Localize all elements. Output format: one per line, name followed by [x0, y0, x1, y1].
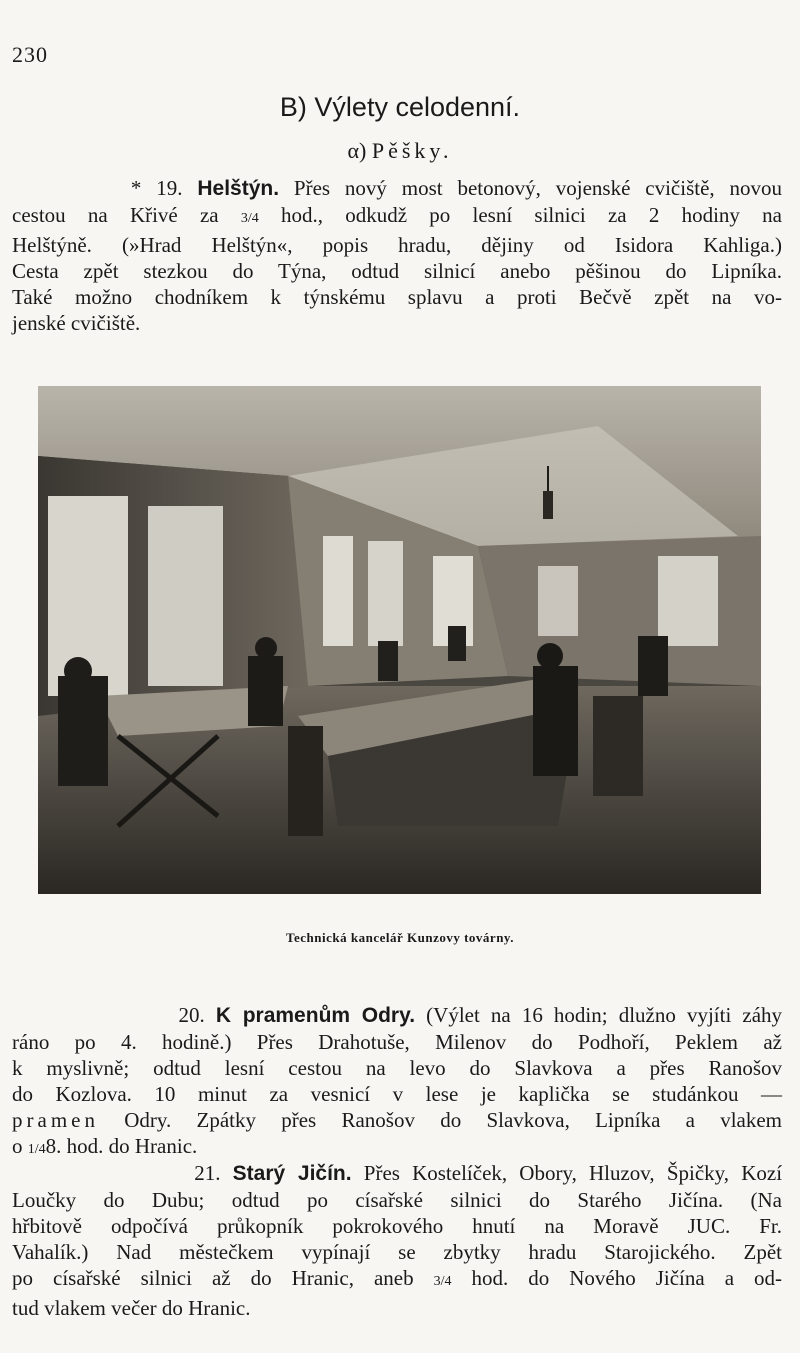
entry-21-line-6: tud vlakem večer do Hranic.: [12, 1296, 251, 1320]
entry-20: [12, 1002, 782, 1163]
fraction: 1/4: [27, 1142, 46, 1157]
fraction: 3/4: [433, 1274, 452, 1289]
entry-19-line-1: * 19. Helštýn. Přes nový most betonový, vojenské cvičiště, novou: [130, 176, 783, 200]
entry-21-title: Starý Jičín.: [232, 1162, 352, 1185]
entry-20-line-6: o 1/48. hod. do Hranic.: [12, 1134, 198, 1158]
entry-19: [12, 175, 782, 336]
entry-21: [12, 1160, 782, 1321]
entry-19-line-2: cestou na Křivé za 3/4 hod., odkudž po lesní silnici za 2 hodiny na: [12, 203, 782, 227]
photo-caption: Technická kancelář Kunzovy továrny.: [286, 930, 514, 945]
entry-19-line-4: Cesta zpět stezkou do Týna, odtud silnicí anebo pěšinou do Lipníka.: [12, 259, 782, 283]
entry-19-title: Helštýn.: [197, 177, 280, 200]
page-number: 230: [12, 42, 48, 67]
fraction: 3/4: [240, 211, 259, 226]
entry-21-number: 21.: [194, 1161, 221, 1185]
entry-21-line-2: Loučky do Dubu; odtud po císařské silnici do Starého Jičína. (Na: [12, 1188, 782, 1212]
entry-21-line-4: Vahalík.) Nad městečkem vypínají se zbytky hradu Starojického. Zpět: [12, 1240, 782, 1264]
entry-20-line-3: k myslivně; odtud lesní cestou na levo do Slavkova a přes Ranošov: [12, 1056, 782, 1080]
entry-21-line-3: hřbitově odpočívá průkopník pokrokového hnutí na Moravě JUC. Fr.: [12, 1214, 782, 1238]
entry-21-line-1: 21. Starý Jičín. Přes Kostelíček, Obory, Hluzov, Špičky, Kozí: [194, 1161, 783, 1185]
photo-illustration: [38, 386, 761, 894]
entry-19-line-5: Také možno chodníkem k týnskému splavu a proti Bečvě zpět na vo-: [12, 285, 782, 309]
entry-20-line-1: 20. K pramenům Odry. (Výlet na 16 hodin; dlužno vyjíti záhy: [178, 1003, 783, 1027]
office-photograph: [38, 386, 761, 894]
entry-19-line-3: Helštýně. (»Hrad Helštýn«, popis hradu, dějiny od Isidora Kahliga.): [12, 233, 782, 257]
entry-20-number: 20.: [178, 1003, 205, 1027]
entry-21-line-5: po císařské silnici až do Hranic, aneb 3/4 hod. do Nového Jičína a od-: [12, 1266, 783, 1290]
entry-19-line-6: jenské cvičiště.: [12, 311, 141, 335]
section-heading: B) Výlety celodenní.: [279, 92, 521, 122]
entry-20-line-2: ráno po 4. hodině.) Přes Drahotuše, Milenov do Podhoří, Peklem až: [12, 1030, 782, 1054]
entry-20-line-5: pramen Odry. Zpátky přes Ranošov do Slavkova, Lipníka a vlakem: [12, 1108, 783, 1132]
sub-heading-prefix: α): [347, 138, 367, 163]
entry-19-number: 19.: [156, 176, 183, 200]
entry-20-title: K pramenům Odry.: [215, 1004, 416, 1027]
sub-heading: [0, 138, 800, 164]
sub-heading-text: Pěšky.: [371, 138, 453, 163]
entry-20-line-4: do Kozlova. 10 minut za vesnicí v lese je kaplička se studánkou —: [12, 1082, 782, 1106]
